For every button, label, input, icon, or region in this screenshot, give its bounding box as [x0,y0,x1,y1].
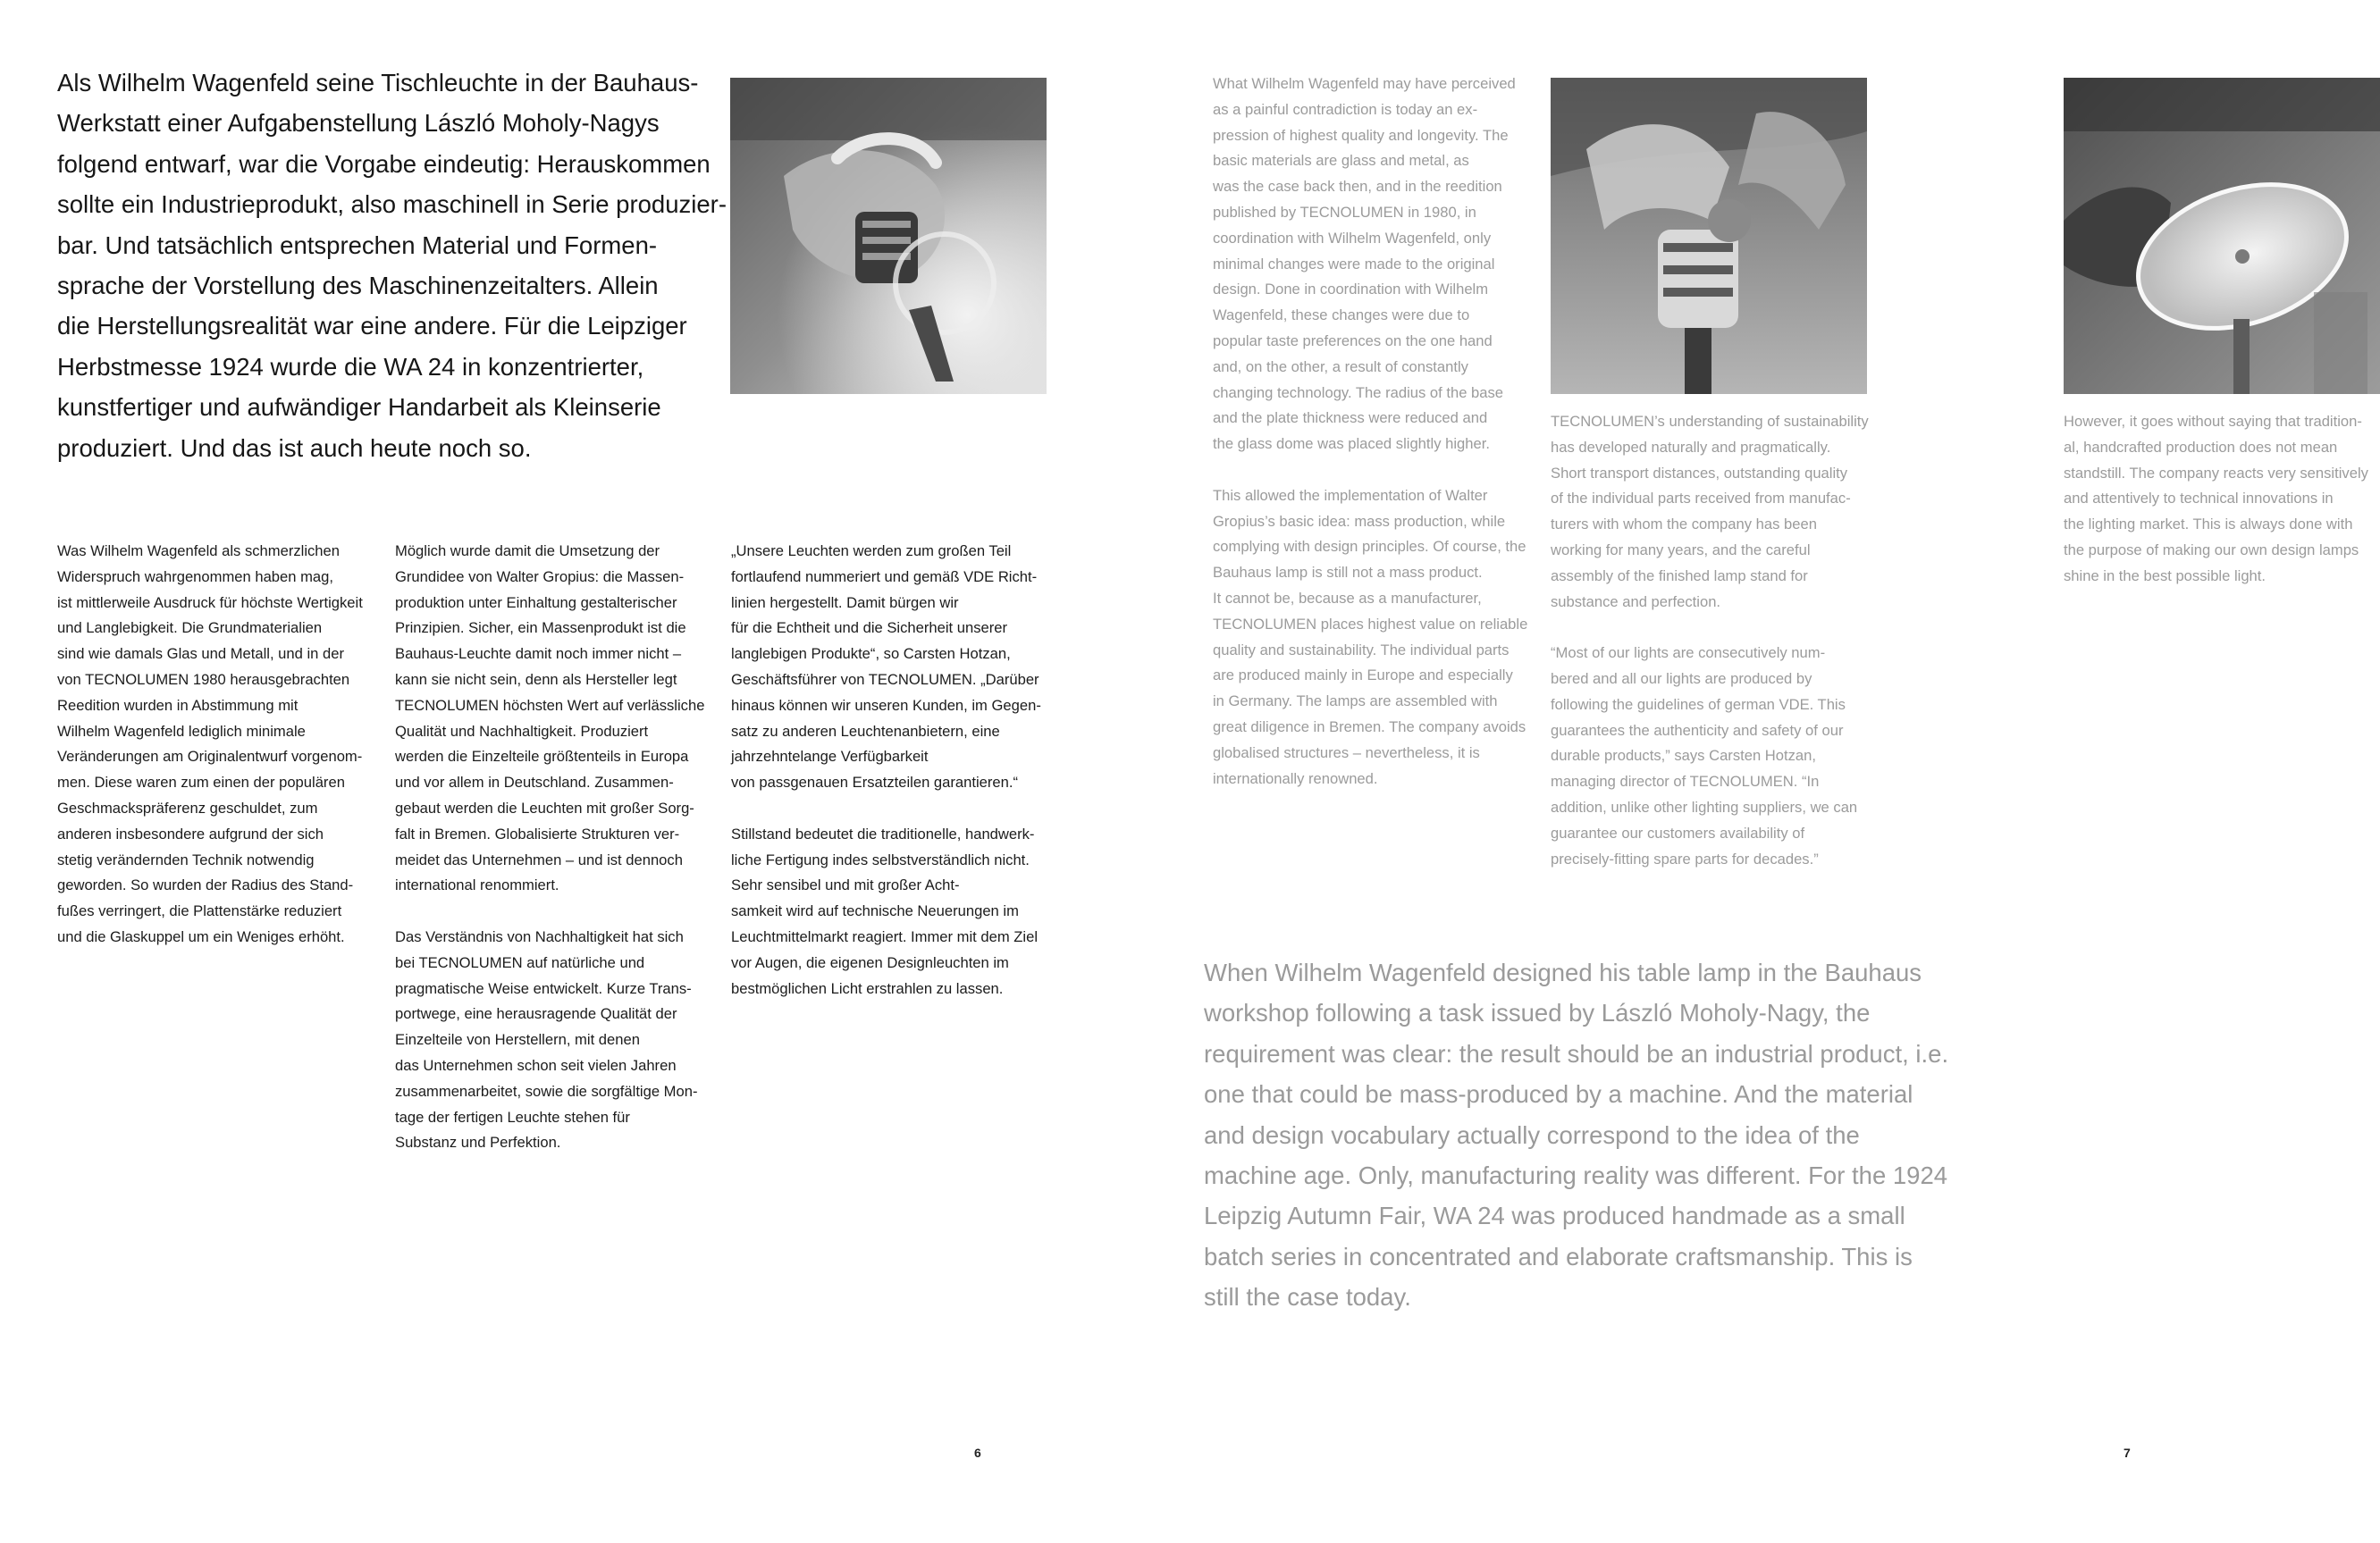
text-line: are produced mainly in Europe and especially [1213,667,1513,684]
text-line: and, on the other, a result of constantly [1213,357,1468,375]
text-line: the lighting market. This is always done with [2064,516,2353,533]
text-line: Sehr sensibel und mit großer Acht- [731,876,960,894]
right-page [1117,0,2368,1543]
text-line: standstill. The company reacts very sensitively [2064,464,2368,482]
text-line: kunstfertiger und aufwändiger Handarbeit als Kleinserie [57,393,661,422]
body-column-3-de [731,539,1041,1002]
text-line: Leuchtmittelmarkt reagiert. Immer mit dem Ziel [731,927,1039,945]
text-line: durable products,” says Carsten Hotzan, [1551,747,1816,765]
left-page [0,0,1117,1543]
text-line: Widerspruch wahrgenommen haben mag, [57,567,333,585]
text-line: und vor allem in Deutschland. Zusammen- [395,774,674,792]
text-line: international renommiert. [395,876,559,894]
text-line: sprache der Vorstellung des Maschinenzeitalters. Allein [57,272,659,300]
text-line: complying with design principles. Of course, the [1213,538,1526,556]
text-line: quality and sustainability. The individual parts [1213,641,1510,658]
text-line: following the guidelines of german VDE. This [1551,695,1846,713]
paragraph-gap [395,899,704,925]
text-line: produziert. Und das ist auch heute noch so. [57,433,532,462]
text-line: working for many years, and the careful [1551,541,1811,558]
text-line: Möglich wurde damit die Umsetzung der [395,542,660,559]
text-line: Geschäftsführer von TECNOLUMEN. „Darüber [731,670,1039,688]
text-line: Short transport distances, outstanding quality [1551,464,1848,482]
text-line: was the case back then, and in the reedition [1213,178,1502,196]
text-line: requirement was clear: the result should be an industrial product, i.e. [1204,1039,1949,1068]
text-line: Substanz und Perfektion. [395,1134,561,1152]
text-line: “Most of our lights are consecutively num- [1551,644,1826,662]
text-line: Prinzipien. Sicher, ein Massenprodukt ist die [395,619,686,637]
text-line: ist mittlerweile Ausdruck für höchste Wertigkeit [57,593,363,611]
text-line: It cannot be, because as a manufacturer, [1213,589,1482,607]
text-line: globalised structures – nevertheless, it is [1213,743,1480,761]
text-line: shine in the best possible light. [2064,566,2266,584]
text-line: However, it goes without saying that tradition- [2064,413,2362,430]
photo-lamp-assembly-hands [730,78,1047,394]
body-column-2-de [395,539,704,1156]
text-line: This allowed the implementation of Walter [1213,486,1488,504]
text-line: managing director of TECNOLUMEN. “In [1551,773,1820,791]
photo-lamp-socket-closeup [1551,78,1867,394]
text-line: pragmatische Weise entwickelt. Kurze Trans- [395,979,692,997]
text-line: portwege, eine herausragende Qualität der [395,1005,677,1023]
text-line: Werkstatt einer Aufgabenstellung László Moholy-Nagys [57,109,660,138]
text-line: changing technology. The radius of the base [1213,383,1504,401]
text-line: al, handcrafted production does not mean [2064,438,2338,456]
text-line: bar. Und tatsächlich entsprechen Material und Formen- [57,231,658,259]
lead-paragraph-de [57,63,727,468]
text-line: Stillstand bedeutet die traditionelle, handwerk- [731,825,1035,843]
text-line: as a painful contradiction is today an ex- [1213,100,1478,118]
text-line: Gropius’s basic idea: mass production, while [1213,512,1506,530]
text-line: the glass dome was placed slightly higher. [1213,435,1490,453]
text-line: vor Augen, die eigenen Designleuchten im [731,953,1009,971]
text-line: Das Verständnis von Nachhaltigkeit hat sich [395,927,684,945]
text-line: and attentively to technical innovations in [2064,490,2334,507]
text-line: Was Wilhelm Wagenfeld als schmerzlichen [57,542,340,559]
text-line: hinaus können wir unseren Kunden, im Gegen- [731,696,1041,714]
text-line: coordination with Wilhelm Wagenfeld, only [1213,229,1492,247]
text-line: one that could be mass-produced by a machine. And the material [1204,1080,1913,1109]
text-line: sind wie damals Glas und Metall, und in der [57,645,344,663]
text-line: the purpose of making our own design lamps [2064,541,2359,558]
text-line: produktion unter Einhaltung gestalterischer [395,593,677,611]
text-line: und Langlebigkeit. Die Grundmaterialien [57,619,323,637]
text-line: Bauhaus-Leuchte damit noch immer nicht – [395,645,682,663]
text-line: Reedition wurden in Abstimmung mit [57,696,299,714]
text-line: Grundidee von Walter Gropius: die Massen- [395,567,685,585]
text-line: Wagenfeld, these changes were due to [1213,306,1470,324]
text-line: TECNOLUMEN höchsten Wert auf verlässliche [395,696,705,714]
text-line: samkeit wird auf technische Neuerungen im [731,902,1019,920]
text-line: Leipzig Autumn Fair, WA 24 was produced handmade as a small [1204,1202,1905,1230]
text-line: assembly of the finished lamp stand for [1551,566,1808,584]
text-line: TECNOLUMEN places highest value on reliable [1213,615,1528,633]
text-line: When Wilhelm Wagenfeld designed his table lamp in the Bauhaus [1204,959,1922,986]
text-line: Veränderungen am Originalentwurf vorgenom- [57,748,363,766]
text-line: stetig verändernden Technik notwendig [57,851,315,868]
text-line: werden die Einzelteile größtenteils in Europa [395,748,689,766]
text-line: fortlaufend nummeriert und gemäß VDE Richt- [731,567,1038,585]
lead-paragraph-en [1204,952,1990,1318]
text-line: minimal changes were made to the original [1213,255,1495,273]
text-line: langlebigen Produkte“, so Carsten Hotzan, [731,645,1011,663]
text-line: und die Glaskuppel um ein Weniges erhöht. [57,927,345,945]
text-line: pression of highest quality and longevity. The [1213,126,1509,144]
text-line: precisely-fitting spare parts for decades.” [1551,850,1819,868]
text-line: satz zu anderen Leuchtenanbietern, eine [731,722,1000,740]
text-line: and design vocabulary actually correspond to the idea of the [1204,1120,1860,1149]
body-column-3-en [2064,409,2368,590]
text-line: design. Done in coordination with Wilhelm [1213,281,1489,298]
text-line: gebaut werden die Leuchten mit großer Sorg- [395,799,694,817]
text-line: falt in Bremen. Globalisierte Strukturen ver- [395,825,680,843]
page-number-right: 7 [2123,1446,2131,1460]
body-column-2-en [1551,409,1869,872]
text-line: bered and all our lights are produced by [1551,669,1812,687]
text-line: published by TECNOLUMEN in 1980, in [1213,203,1476,221]
text-line: Einzelteile von Herstellern, mit denen [395,1031,640,1049]
text-line: guarantees the authenticity and safety of our [1551,721,1844,739]
text-line: Bauhaus lamp is still not a mass product. [1213,564,1483,582]
text-line: turers with whom the company has been [1551,516,1817,533]
text-line: in Germany. The lamps are assembled with [1213,692,1498,710]
text-line: Wilhelm Wagenfeld lediglich minimale [57,722,306,740]
paragraph-gap [1551,615,1869,641]
page-number-left: 6 [974,1446,981,1460]
paragraph-gap [731,796,1041,822]
text-line: great diligence in Bremen. The company avoids [1213,717,1526,735]
text-line: für die Echtheit und die Sicherheit unserer [731,619,1008,637]
text-line: guarantee our customers availability of [1551,824,1805,842]
text-line: of the individual parts received from manufac- [1551,490,1851,507]
text-line: substance and perfection. [1551,592,1721,610]
text-line: von passgenauen Ersatzteilen garantieren.“ [731,774,1019,792]
text-line: geworden. So wurden der Radius des Stand- [57,876,354,894]
text-line: workshop following a task issued by László Moholy-Nagy, the [1204,999,1871,1027]
text-line: von TECNOLUMEN 1980 herausgebrachten [57,670,350,688]
text-line: internationally renowned. [1213,769,1378,787]
text-line: machine age. Only, manufacturing reality was different. For the 1924 [1204,1161,1948,1190]
text-line: Als Wilhelm Wagenfeld seine Tischleuchte in der Bauhaus- [57,69,699,96]
text-line: TECNOLUMEN’s understanding of sustainability [1551,413,1869,430]
text-line: Geschmackspräferenz geschuldet, zum [57,799,318,817]
text-line: bestmöglichen Licht erstrahlen zu lassen. [731,979,1004,997]
paragraph-gap [1213,457,1527,483]
text-line: sollte ein Industrieprodukt, also maschinell in Serie produzier- [57,190,727,219]
text-line: Qualität und Nachhaltigkeit. Produziert [395,722,649,740]
text-line: still the case today. [1204,1283,1411,1312]
text-line: kann sie nicht sein, denn als Hersteller legt [395,670,677,688]
text-line: meidet das Unternehmen – und ist dennoch [395,851,683,868]
text-line: Herbstmesse 1924 wurde die WA 24 in konzentrierter, [57,352,644,381]
text-line: addition, unlike other lighting suppliers, we can [1551,798,1858,816]
text-line: zusammenarbeitet, sowie die sorgfältige Mon- [395,1082,698,1100]
text-line: tage der fertigen Leuchte stehen für [395,1108,630,1126]
text-line: „Unsere Leuchten werden zum großen Teil [731,542,1012,559]
photo-lamp-base-disc [2064,78,2380,394]
text-line: liche Fertigung indes selbstverständlich nicht. [731,851,1030,868]
text-line: bei TECNOLUMEN auf natürliche und [395,953,645,971]
text-line: and the plate thickness were reduced and [1213,409,1488,427]
text-line: popular taste preferences on the one hand [1213,331,1493,349]
text-line: das Unternehmen schon seit vielen Jahren [395,1056,677,1074]
body-column-1-en [1213,71,1527,792]
text-line: has developed naturally and pragmatically. [1551,438,1831,456]
text-line: What Wilhelm Wagenfeld may have perceived [1213,75,1516,92]
text-line: men. Diese waren zum einen der populären [57,774,345,792]
text-line: die Herstellungsrealität war eine andere. Für die Leipziger [57,312,687,340]
text-line: basic materials are glass and metal, as [1213,152,1469,170]
text-line: anderen insbesondere aufgrund der sich [57,825,324,843]
text-line: batch series in concentrated and elaborate craftsmanship. This is [1204,1242,1913,1270]
text-line: fußes verringert, die Plattenstärke reduziert [57,902,342,920]
text-line: linien hergestellt. Damit bürgen wir [731,593,959,611]
text-line: jahrzehntelange Verfügbarkeit [731,748,929,766]
body-column-1-de [57,539,363,951]
text-line: folgend entwarf, war die Vorgabe eindeutig: Herauskommen [57,149,711,178]
